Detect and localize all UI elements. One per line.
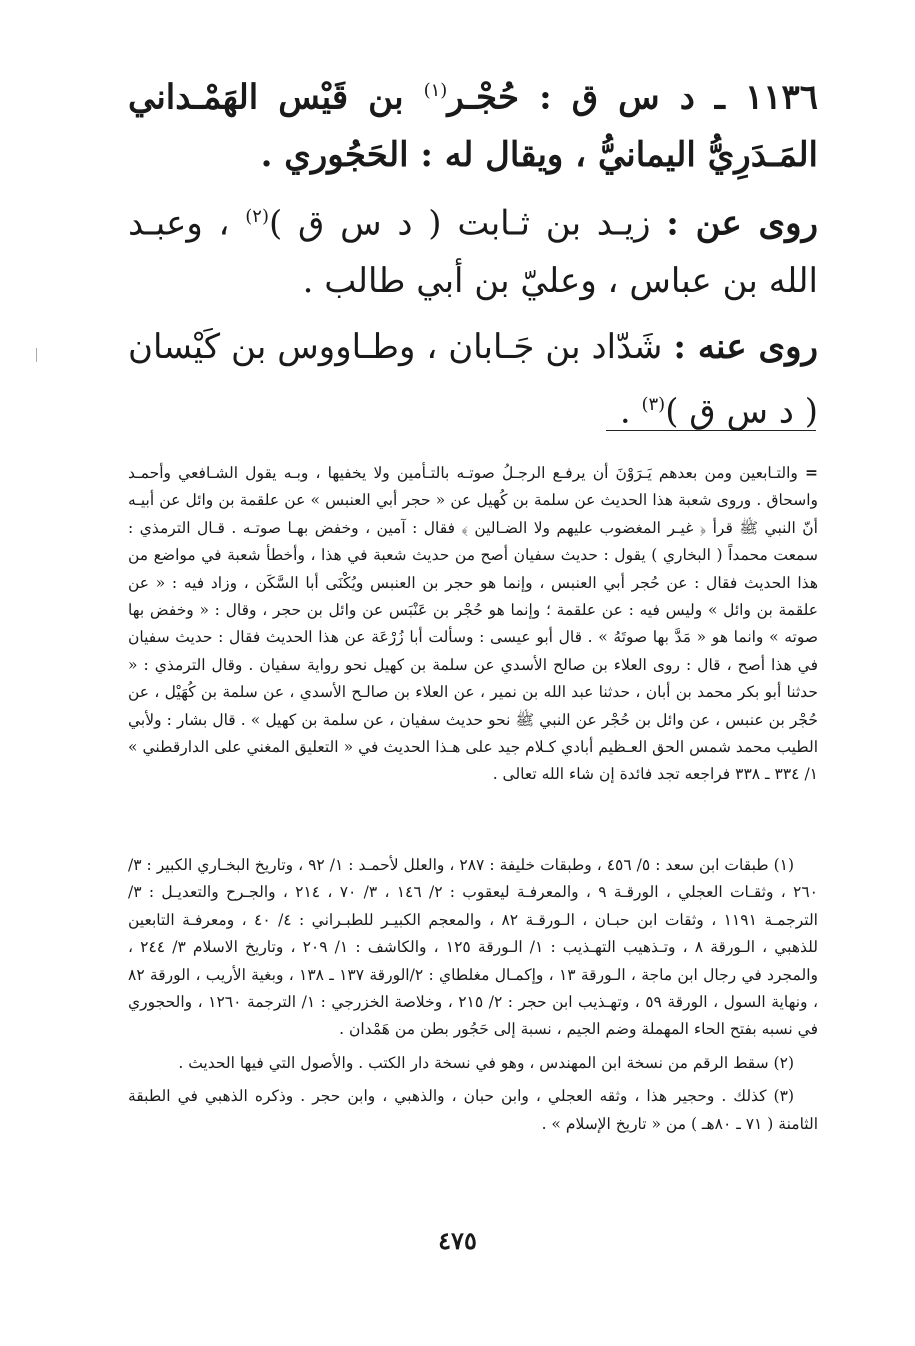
narrated-from-label: روى عن : xyxy=(666,203,819,244)
narrated-by-text: شَدّاد بن جَـابان ، وطـاووس بن كَيْسان ( د س ق ) xyxy=(128,327,818,432)
footnote-3: (٣) كذلك . وحجير هذا ، وثقه العجلي ، وابن حبان ، والذهبي ، وابن حجر . وذكره الذهبي في الطبقة الثامنة ( ٧١ ـ ٨٠هـ ) من « تاريخ الإسلام » . xyxy=(128,1087,818,1133)
margin-mark xyxy=(36,348,37,362)
narrated-from-text-rest: ، وعبـد الله بن عباس ، وعليّ بن أبي طالب . xyxy=(128,203,818,302)
narrated-from-text: زيـد بن ثـابت ( د س ق ) xyxy=(269,203,667,244)
footnote-ref-2: (٢) xyxy=(245,206,269,227)
entry-title: ١١٣٦ ـ د س ق : حُجْـر xyxy=(447,77,818,118)
narrated-by-text-rest: . xyxy=(619,391,642,432)
entry-heading xyxy=(128,62,818,184)
entry-title-rest: بن قَيْس الهَمْـداني المَـدَرِيُّ اليمانيُّ ، ويقال له : الحَجُوري . xyxy=(128,77,818,176)
narrated-from-section xyxy=(128,188,818,310)
footnote-separator xyxy=(606,430,816,431)
footnote-continuation xyxy=(128,459,818,789)
narrated-by-section xyxy=(128,318,818,440)
footnotes xyxy=(128,852,818,1138)
page-number: ٤٧٥ xyxy=(438,1226,477,1255)
footnote-2: (٢) سقط الرقم من نسخة ابن المهندس ، وهو في نسخة دار الكتب . والأصول التي فيها الحديث . xyxy=(178,1053,794,1072)
footnote-ref-1: (١) xyxy=(423,80,448,101)
continuation-mark: = xyxy=(805,463,818,482)
continuation-text: والتـابعين ومن بعدهم يَـرَوْنَ أن يرفـع الرجـلُ صوتـه بالتـأمين ولا يخفيها ، وبـه يقول الشـافعي وأحمـد واسحاق . وروى شعبة هذا الحديث عن سلمة بن كُهيل عن « حجر أبي العنبس » عن علقمة بن وائل عن أبيـه أنّ النبي ﷺ قرأ ﴿ غيـر المغضوب عليهم ولا الضـالين ﴾ فقال : آمين ، وخفض بهـا صوتـه . قـال الترمذي : سمعت محمداً ( البخاري ) يقول : حديث سفيان أصح من حديث شعبة في هذا ، وأخطأ شعبة في مواضع من هذا الحديث فقال : عن حُجر أبي العنبس ، وإنما هو حجر بن العنبس ويُكْنَى أبا السَّكَن ، وزاد فيه : « عن علقمة بن وائل » وليس فيه : عن علقمة ؛ وإنما هو حُجْر بن عَنْبَس عن وائل بن حجر ، وقال : « وخفض بها صوته » وانما هو « مَدَّ بها صوتَهُ » . قال أبو عيسى : وسألت أبا زُرْعَة عن هذا الحديث فقال : حديث سفيان في هذا أصح ، قال : روى العلاء بن صالح الأسدي عن سلمة بن كهيل نحو رواية سفيان . وقال الترمذي : « حدثنا أبو بكر محمد بن أبان ، حدثنا عبد الله بن نمير ، عن العلاء بن صالـح الأسدي ، عن سلمة بن كُهَيْل ، عن حُجْر بن عنبس ، عن وائل بن حُجْر عن النبي ﷺ نحو حديث سفيان ، عن سلمة بن كهيل » . قال بشار : ولأبي الطيب محمد شمس الحق العـظيم أبادي كـلام جيد على هـذا الحديث في « التعليق المغني على الدارقطني » ١/ ٣٣٤ ـ ٣٣٨ فراجعه تجد فائدة إن شاء الله تعالى . xyxy=(128,464,818,784)
narrated-by-label: روى عنه : xyxy=(673,327,818,367)
footnote-1: (١) طبقات ابن سعد : ٥/ ٤٥٦ ، وطبقات خليفة : ٢٨٧ ، والعلل لأحمـد : ١/ ٩٢ ، وتاريخ البخـاري الكبير : ٣/ ٢٦٠ ، وثقـات العجلي ، الورقـة ٩ ، والمعرفـة ليعقوب : ٢/ ١٤٦ ، ٣/ ٧٠ ، ٢١٤ ، والجـرح والتعديـل : ٣/ الترجمـة ١١٩١ ، وثقات ابن حبـان ، الـورقـة ٨٢ ، والمعجم الكبيـر للطبـراني : ٤/ ٤٠ ، ومعرفـة التابعين للذهبي ، الـورقة ٨ ، وتـذهيب التهـذيب : ١/ الـورقة ١٢٥ ، والكاشف : ١/ ٢٠٩ ، وتاريخ الاسلام ٣/ ٢٤٤ ، والمجرد في رجال ابن ماجة ، الـورقة ١٣ ، وإكمـال مغلطاي : ٢/الورقة ١٣٧ ـ ١٣٨ ، وبغية الأريب ، الورقة ٨٢ ، ونهاية السول ، الورقة ٥٩ ، وتهـذيب ابن حجر : ٢/ ٢١٥ ، وخلاصة الخزرجي : ١/ الترجمة ١٢٦٠ ، والحجوري في نسبه بفتح الحاء المهملة وضم الجيم ، نسبة إلى حَجُور بطن من هَمْدان . xyxy=(128,856,819,1039)
footnote-ref-3: (٣) xyxy=(641,394,666,415)
